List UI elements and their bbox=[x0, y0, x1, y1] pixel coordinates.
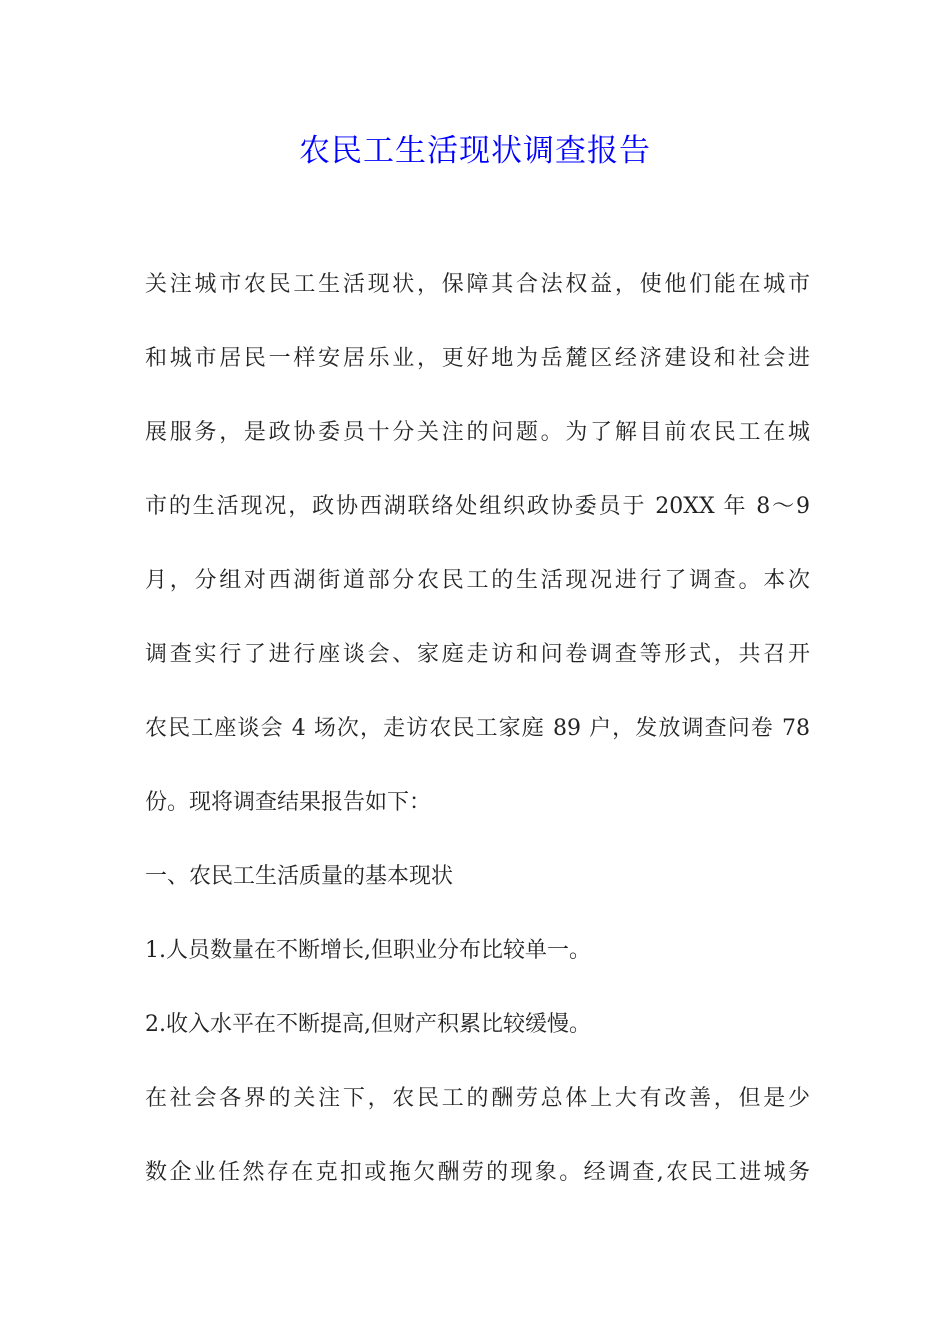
paragraph-line: 份。现将调查结果报告如下： bbox=[145, 790, 432, 815]
document-title: 农民工生活现状调查报告 bbox=[299, 133, 651, 169]
paragraph-line: 市的生活现况，政协西湖联络处组织政协委员于 20XX 年 8～9 bbox=[145, 494, 810, 519]
paragraph-line: 月，分组对西湖街道部分农民工的生活现况进行了调查。本次 bbox=[145, 568, 810, 593]
paragraph-line: 调查实行了进行座谈会、家庭走访和问卷调查等形式，共召开 bbox=[145, 642, 810, 667]
paragraph-line: 在社会各界的关注下，农民工的酬劳总体上大有改善，但是少 bbox=[145, 1086, 810, 1111]
paragraph-line: 关注城市农民工生活现状，保障其合法权益，使他们能在城市 bbox=[145, 272, 810, 297]
list-item: 2.收入水平在不断提高,但财产积累比较缓慢。 bbox=[145, 1012, 591, 1037]
section-heading: 一、农民工生活质量的基本现状 bbox=[145, 864, 454, 889]
paragraph-line: 展服务，是政协委员十分关注的问题。为了解目前农民工在城 bbox=[145, 420, 810, 445]
paragraph-line: 数企业任然存在克扣或拖欠酬劳的现象。经调查,农民工进城务 bbox=[145, 1160, 810, 1185]
list-item: 1.人员数量在不断增长,但职业分布比较单一。 bbox=[145, 938, 591, 963]
paragraph-line: 和城市居民一样安居乐业，更好地为岳麓区经济建设和社会进 bbox=[145, 346, 810, 371]
paragraph-line: 农民工座谈会 4 场次，走访农民工家庭 89 户，发放调查问卷 78 bbox=[145, 716, 810, 741]
